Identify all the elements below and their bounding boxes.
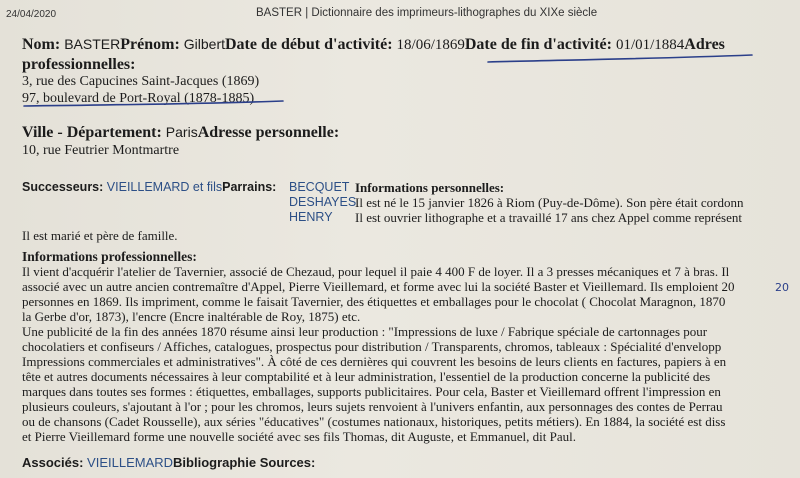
adresses-label-start: Adres (684, 36, 725, 53)
address-line-1: 3, rue des Capucines Saint-Jacques (1869) (22, 74, 260, 89)
address-line-2: 97, boulevard de Port-Royal (1878-1885) (22, 91, 255, 106)
info-pro-line: marques dans toutes ses formes : étiquettes, emballages, supports publicitaires. Pour cela, Baster et Vieillemard offrent l'impression en (22, 384, 721, 399)
info-pro-line: plusieurs couleurs, s'ajoutant à l'or ; pour les chromos, leurs sujets renvoient à l'univers enfantin, aux personnages des contes de Perrau (22, 399, 723, 414)
page-header-title: BASTER | Dictionnaire des imprimeurs-lithographes du XIXe siècle (256, 7, 598, 19)
associes-value[interactable]: VIEILLEMARD (87, 455, 174, 470)
handwritten-number: 20 (775, 281, 789, 294)
info-perso-line: Il est né le 15 janvier 1826 à Riom (Puy-de-Dôme). Son père était cordonn (355, 195, 744, 210)
underline-address (24, 101, 283, 106)
parrain-link[interactable]: HENRY (289, 210, 333, 224)
adresse-perso-label: Adresse personnelle: (197, 124, 340, 141)
successeurs-value[interactable]: VIEILLEMARD et fils (106, 180, 223, 194)
biblio-label: Bibliographie Sources: (173, 455, 316, 470)
print-date: 24/04/2020 (6, 9, 57, 20)
info-pro-label: Informations professionnelles: (22, 249, 197, 264)
info-pro-line: associé avec un autre ancien contremaître d'Appel, Pierre Vieillemard, et forme avec lui la société Baster et Vieillemard. Ils emploient 20 (22, 279, 735, 294)
ville-value: Paris (165, 124, 198, 140)
ville-label: Ville - Département: (22, 124, 162, 141)
info-pro-line: chocolatiers et confiseurs / Affiches, catalogues, prospectus pour distribution / Transparents, chromos, tableaux : Spécialité d'envelopp (22, 339, 722, 354)
underline-fin-date (488, 55, 752, 62)
nom-label: Nom: (22, 36, 61, 53)
associes-label: Associés: (22, 455, 84, 470)
fin-value: 01/01/1884 (615, 37, 685, 53)
successeurs-label: Successeurs: (22, 180, 104, 194)
debut-value: 18/06/1869 (396, 37, 465, 53)
prenom-label: Prénom: (120, 36, 180, 53)
adresse-perso-value: 10, rue Feutrier Montmartre (22, 143, 180, 158)
info-pro-line: la Gerbe d'or, 1873), l'encre (Encre inaltérable de Roy, 1875) etc. (22, 309, 361, 324)
info-pro-line: et Pierre Vieillemard forme une nouvelle société avec ses fils Thomas, dit Auguste, et Emmanuel, dit Paul. (22, 429, 576, 444)
info-pro-line: ou de chansons (Cadet Rousselle), aux séries "éducatives" (costumes nationaux, historiques, petits métiers). En 1884, la société est diss (22, 414, 726, 429)
prenom-value: Gilbert (183, 36, 225, 52)
info-pro-line: Impressions commerciales et administratives". À côté de ces dernières qui couvrent les besoins de leurs clients en factures, papiers à en (22, 354, 727, 369)
parrain-link[interactable]: BECQUET (289, 180, 350, 194)
info-perso-line: Il est ouvrier lithographe et a travaillé 17 ans chez Appel comme représent (355, 210, 742, 225)
info-perso-label: Informations personnelles: (355, 180, 505, 195)
parrains-label: Parrains: (222, 180, 277, 194)
info-pro-line: tête et autres documents nécessaires à leur comptabilité et à leur administration, l'essentiel de la production concerne la publicité des (22, 369, 711, 384)
debut-label: Date de début d'activité: (225, 36, 393, 53)
parrain-link[interactable]: DESHAYES (289, 195, 357, 209)
info-pro-line: personnes en 1869. Ils impriment, comme le faisait Tavernier, des étiquettes et emballages pour le chocolat ( Chocolat Maragnon, 1870 (22, 294, 726, 309)
info-perso-tail: Il est marié et père de famille. (22, 228, 178, 243)
nom-value: BASTER (64, 36, 121, 52)
info-pro-line: Une publicité de la fin des années 1870 résume ainsi leur production : "Impressions de luxe / Fabrique spéciale de cartonnages pour (22, 324, 708, 339)
fin-label: Date de fin d'activité: (464, 36, 612, 53)
info-pro-line: Il vient d'acquérir l'atelier de Tavernier, associé de Chezaud, pour lequel il paie 4 400 F de loyer. Il a 3 presses mécaniques et 7 à bras. Il (22, 264, 730, 279)
adresses-label: professionnelles: (22, 56, 136, 73)
